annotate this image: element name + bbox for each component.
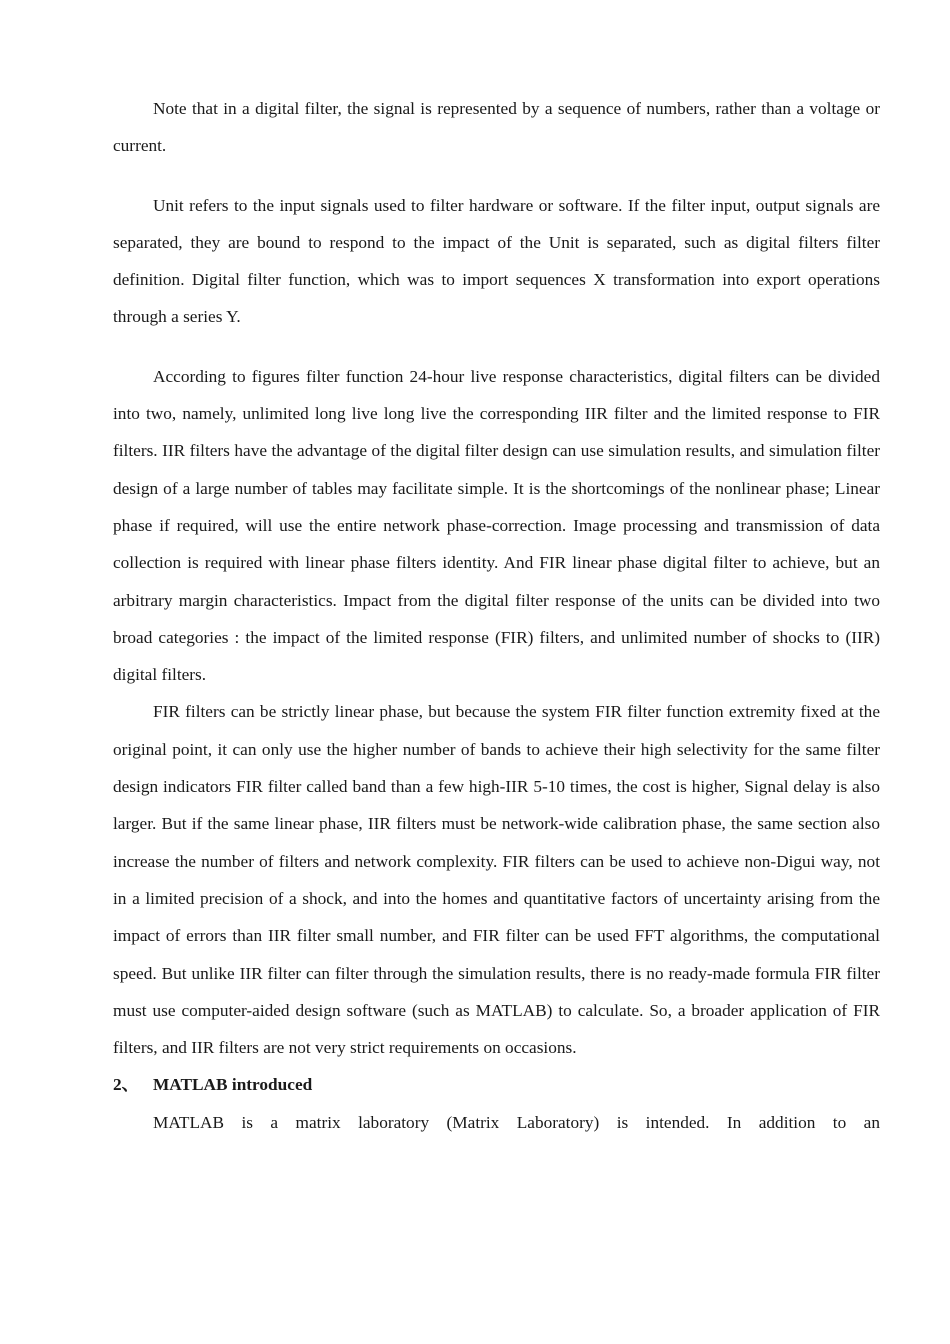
document-body [113,90,880,1141]
section-heading [113,1066,880,1103]
section-number: 2、 [113,1075,139,1095]
paragraph-iir-fir-classification: According to figures filter function 24-hour live response characteristics, digital filters can be divided into two, namely, unlimited long live long live the corresponding IIR filter and the limited response to FIR filters. IIR filters have the advantage of the digital filter design can use simulation results, and simulation filter design of a large number of tables may facilitate simple. It is the shortcomings of the nonlinear phase; Linear phase if required, will use the entire network phase-correction. Image processing and transmission of data collection is required with linear phase filters identity. And FIR linear phase digital filter to achieve, but an arbitrary margin characteristics. Impact from the digital filter response of the units can be divided into two broad categories : the impact of the limited response (FIR) filters, and unlimited number of shocks to (IIR) digital filters. [113,366,880,685]
section-title: MATLAB introduced [153,1075,313,1095]
paragraph-matlab-intro: MATLAB is a matrix laboratory (Matrix Laboratory) is intended. In addition to an [153,1112,880,1132]
paragraph-digital-signal-note: Note that in a digital filter, the signal is represented by a sequence of numbers, rather than a voltage or current. [113,99,880,156]
paragraph-unit-definition: Unit refers to the input signals used to filter hardware or software. If the filter input, output signals are separated, they are bound to respond to the impact of the Unit is separated, such as digital filters filter definition. Digital filter function, which was to import sequences X transformation into export operations through a series Y. [113,195,880,327]
paragraph-fir-comparison: FIR filters can be strictly linear phase, but because the system FIR filter function extremity fixed at the original point, it can only use the higher number of bands to achieve their high selectivity for the same filter design indicators FIR filter called band than a few high-IIR 5-10 times, the cost is higher, Signal delay is also larger. But if the same linear phase, IIR filters must be network-wide calibration phase, the same section also increase the number of filters and network complexity. FIR filters can be used to achieve non-Digui way, not in a limited precision of a shock, and into the homes and quantitative factors of uncertainty arising from the impact of errors than IIR filter small number, and FIR filter can be used FFT algorithms, the computational speed. But unlike IIR filter can filter through the simulation results, there is no ready-made formula FIR filter must use computer-aided design software (such as MATLAB) to calculate. So, a broader application of FIR filters, and IIR filters are not very strict requirements on occasions. [113,702,880,1058]
